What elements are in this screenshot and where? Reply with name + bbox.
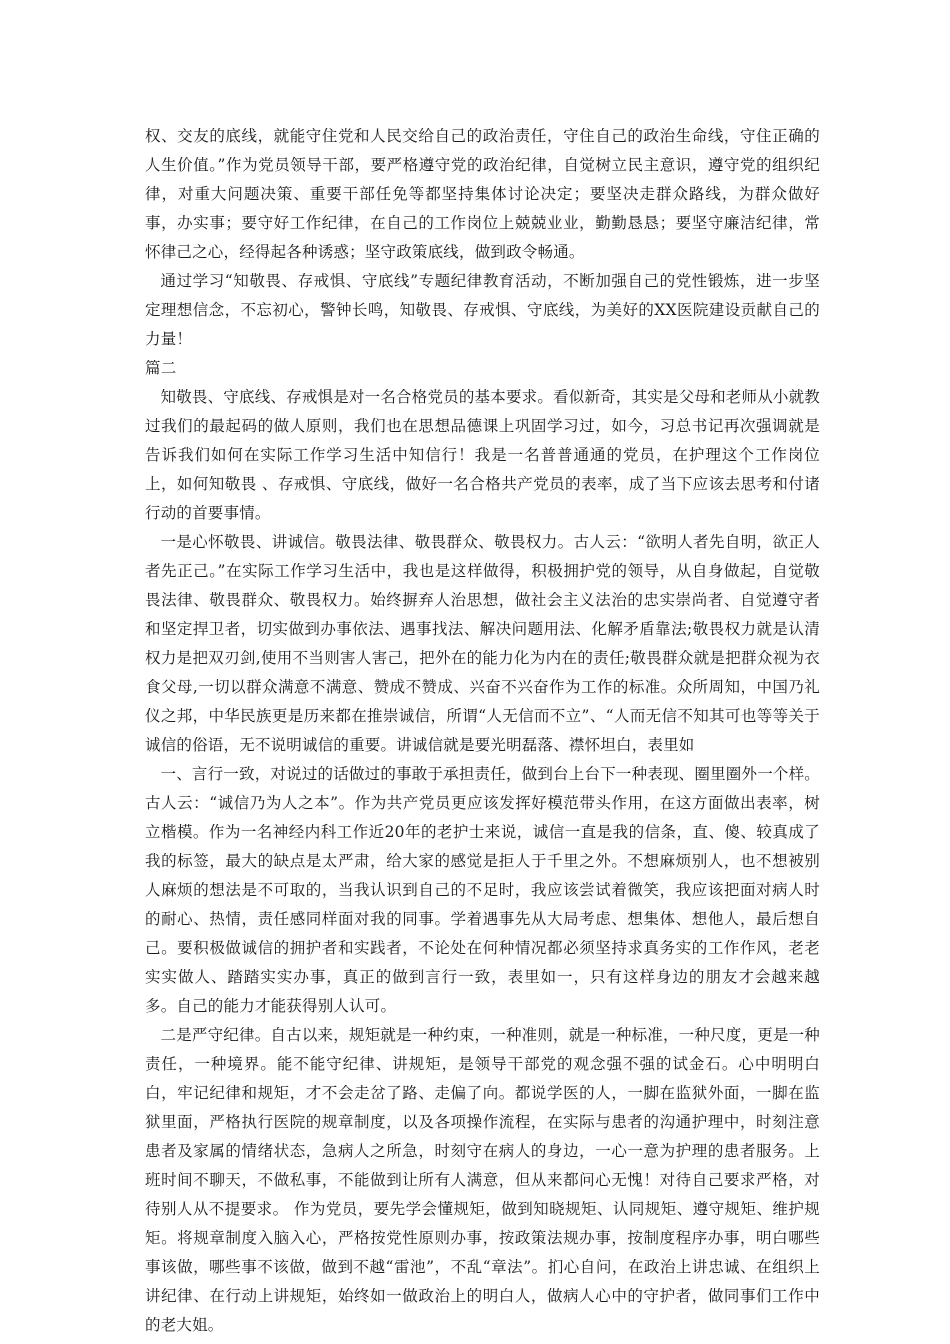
paragraph-1: 权、交友的底线，就能守住党和人民交给自己的政治责任，守住自己的政治生命线，守住正确的人生价值。”作为党员领导干部，要严格遵守党的政治纪律，自觉树立民主意识，遵守党的组织纪律，对重大问题决策、重要干部任免等都坚持集体讨论决定；要坚决走群众路线，为群众做好事，办实事；要守好工作纪律，在自己的工作岗位上兢兢业业，勤勤恳恳；要坚守廉洁纪律，常怀律己之心，经得起各种诱惑；坚守政策底线，做到政令畅通。 xyxy=(145,127,820,261)
paragraph-4: 一是心怀敬畏、讲诚信。敬畏法律、敬畏群众、敬畏权力。古人云：“欲明人者先自明，欲正人者先正己。”在实际工作学习生活中，我也是这样做得，积极拥护党的领导，从自身做起，自觉敬畏法律、敬畏群众、敬畏权力。始终摒弃人治思想，做社会主义法治的忠实崇尚者、自觉遵守者和坚定捍卫者，切实做到办事依法、遇事找法、解决问题用法、化解矛盾靠法;敬畏权力就是认清权力是把双刃剑,使用不当则害人害己，把外在的能力化为内在的责任;敬畏群众就是把群众视为衣食父母,一切以群众满意不满意、赞成不赞成、兴奋不兴奋作为工作的标准。众所周知，中国乃礼仪之邦，中华民族更是历来都在推崇诚信，所谓“人无信而不立”、“人而无信不知其可也等等关于诚信的俗语，无不说明诚信的重要。讲诚信就是要光明磊落、襟怀坦白，表里如 xyxy=(145,533,820,754)
paragraph-3: 知敬畏、守底线、存戒惧是对一名合格党员的基本要求。看似新奇，其实是父母和老师从小就教过我们的最起码的做人原则，我们也在思想品德课上巩固学习过，如今，习总书记再次强调就是告诉我们如何在实际工作学习生活中知信行！我是一名普普通通的党员，在护理这个工作岗位上，如何知敬畏 、存戒惧、守底线，做好一名合格共产党员的表率，成了当下应该去思考和付诸行动的首要事情。 xyxy=(145,388,820,522)
paragraph-6: 二是严守纪律。自古以来，规矩就是一种约束，一种准则，就是一种标准，一种尺度，更是一种责任，一种境界。能不能守纪律、讲规矩，是领导干部党的观念强不强的试金石。心中明明白白，牢记纪律和规矩，才不会走岔了路、走偏了向。都说学医的人，一脚在监狱外面，一脚在监狱里面，严格执行医院的规章制度，以及各项操作流程，在实际与患者的沟通护理中，时刻注意患者及家属的情绪状态，急病人之所急，时刻守在病人的身边，一心一意为护理的患者服务。上班时间不聊天，不做私事，不能做到让所有人满意，但从来都问心无愧！对待自己要求严格，对待别人从不提要求。 作为党员，要先学会懂规矩，做到知晓规矩、认同规矩、遵守规矩、维护规矩。将规章制度入脑入心，严格按党性原则办事，按政策法规办事，按制度程序办事，明白哪些事该做，哪些事不该做，做到不越“雷池”，不乱“章法”。扪心自问，在政治上讲忠诚、在组织上讲纪律、在行动上讲规矩，始终如一做政治上的明白人，做病人心中的守护者，做同事们工作中的老大姐。 xyxy=(145,1026,820,1334)
paragraph-5: 一、言行一致，对说过的话做过的事敢于承担责任，做到台上台下一种表现、圈里圈外一个样。古人云：“诚信乃为人之本”。作为共产党员更应该发挥好模范带头作用，在这方面做出表率，树立楷模。作为一名神经内科工作近20年的老护士来说，诚信一直是我的信条，直、傻、较真成了我的标签，最大的缺点是太严肃，给大家的感觉是拒人于千里之外。不想麻烦别人，也不想被别人麻烦的想法是不可取的，当我认识到自己的不足时，我应该尝试着微笑，我应该把面对病人时的耐心、热情，责任感同样面对我的同事。学着遇事先从大局考虑、想集体、想他人，最后想自己。要积极做诚信的拥护者和实践者，不论处在何种情况都必须坚持求真务实的工作作风，老老实实做人、踏踏实实办事，真正的做到言行一致，表里如一，只有这样身边的朋友才会越来越多。自己的能力才能获得别人认可。 xyxy=(145,765,820,1015)
section-heading-part-two: 篇二 xyxy=(145,359,177,377)
paragraph-2: 通过学习“知敬畏、存戒惧、守底线”专题纪律教育活动，不断加强自己的党性锻炼，进一步坚定理想信念，不忘初心，警钟长鸣，知敬畏、存戒惧、守底线，为美好的XX医院建设贡献自己的力量！ xyxy=(145,272,820,348)
document-body xyxy=(145,122,820,1340)
